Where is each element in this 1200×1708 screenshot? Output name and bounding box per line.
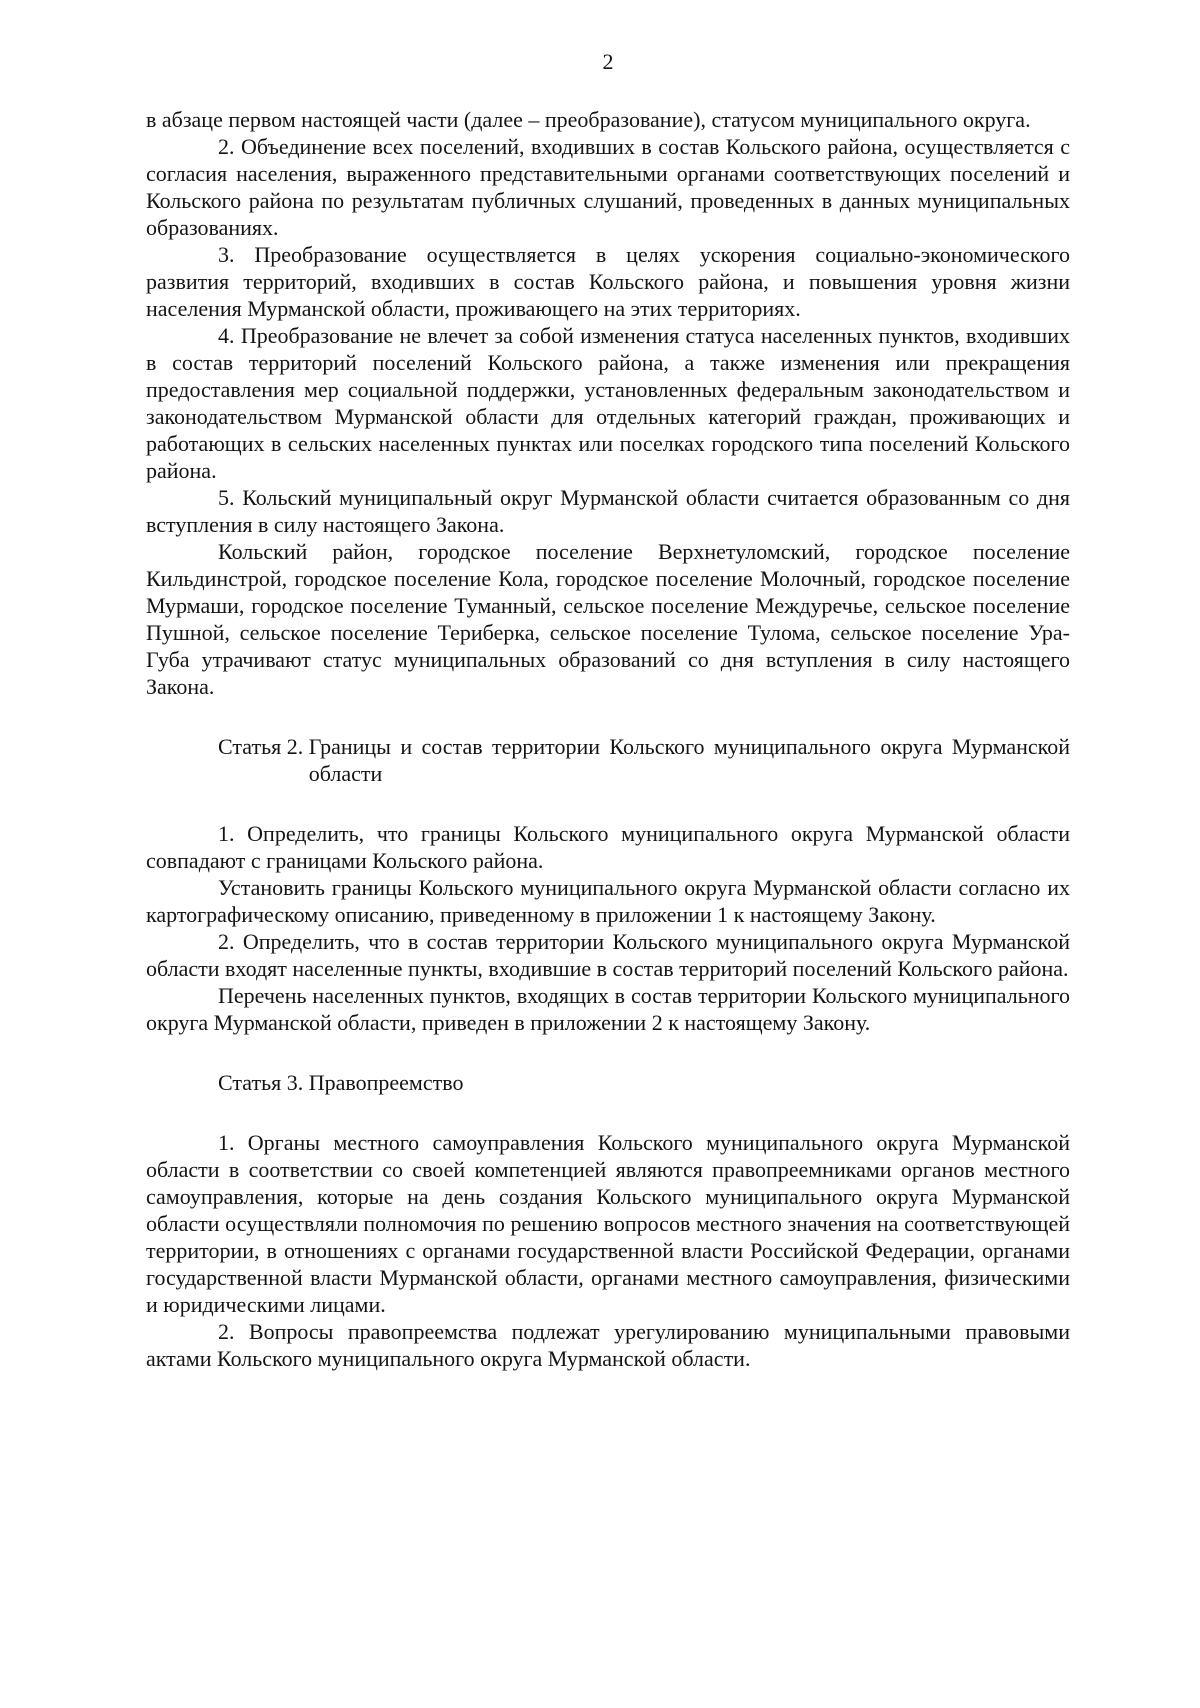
paragraph: 2. Определить, что в состав территории Кольского муниципального округа Мурманской области входят населенные пункты, входившие в состав территорий поселений Кольского района. [146, 929, 1070, 981]
article-label: Статья 3. [218, 1070, 304, 1095]
article-title: Правопреемство [308, 1070, 464, 1095]
article-title: Границы и состав территории Кольского муниципального округа Мурманской области [308, 734, 1070, 786]
paragraph: 2. Вопросы правопреемства подлежат урегулированию муниципальными правовыми актами Кольского муниципального округа Мурманской области. [146, 1319, 1070, 1371]
article-label: Статья 2. [218, 734, 304, 759]
paragraph: 5. Кольский муниципальный округ Мурманской области считается образованным со дня вступления в силу настоящего Закона. [146, 485, 1070, 537]
paragraph: 2. Объединение всех поселений, входивших в состав Кольского района, осуществляется с согласия населения, выраженного представительными органами соответствующих поселений и Кольского района по результатам публичных слушаний, проведенных в данных муниципальных образованиях. [146, 134, 1070, 240]
paragraph: 4. Преобразование не влечет за собой изменения статуса населенных пунктов, входивших в состав территорий поселений Кольского района, а также изменения или прекращения предоставления мер социальной поддержки, установленных федеральным законодательством и законодательством Мурманской области для отдельных категорий граждан, проживающих и работающих в сельских населенных пунктах или поселках городского типа поселений Кольского района. [146, 323, 1070, 483]
article-heading [218, 1069, 1070, 1096]
page-number: 2 [602, 49, 614, 74]
paragraph: Перечень населенных пунктов, входящих в состав территории Кольского муниципального округа Мурманской области, приведен в приложении 2 к настоящему Закону. [146, 983, 1070, 1035]
paragraph: 1. Органы местного самоуправления Кольского муниципального округа Мурманской области в соответствии со своей компетенцией являются правопреемниками органов местного самоуправления, которые на день создания Кольского муниципального округа Мурманской области осуществляли полномочия по решению вопросов местного значения на соответствующей территории, в отношениях с органами государственной власти Российской Федерации, органами государственной власти Мурманской области, органами местного самоуправления, физическими и юридическими лицами. [146, 1130, 1070, 1317]
paragraph: 1. Определить, что границы Кольского муниципального округа Мурманской области совпадают с границами Кольского района. [146, 821, 1070, 873]
paragraph: Кольский район, городское поселение Верхнетуломский, городское поселение Кильдинстрой, городское поселение Кола, городское поселение Молочный, городское поселение Мурмаши, городское поселение Туманный, сельское поселение Междуречье, сельское поселение Пушной, сельское поселение Териберка, сельское поселение Тулома, сельское поселение Ура-Губа утрачивают статус муниципальных образований со дня вступления в силу настоящего Закона. [146, 539, 1070, 699]
paragraph: в абзаце первом настоящей части (далее – преобразование), статусом муниципального округа. [146, 107, 1031, 132]
paragraph: Установить границы Кольского муниципального округа Мурманской области согласно их картографическому описанию, приведенному в приложении 1 к настоящему Закону. [146, 875, 1070, 927]
paragraph: 3. Преобразование осуществляется в целях ускорения социально-экономического развития территорий, входивших в состав Кольского района, и повышения уровня жизни населения Мурманской области, проживающего на этих территориях. [146, 242, 1070, 321]
article-heading [218, 733, 1070, 787]
